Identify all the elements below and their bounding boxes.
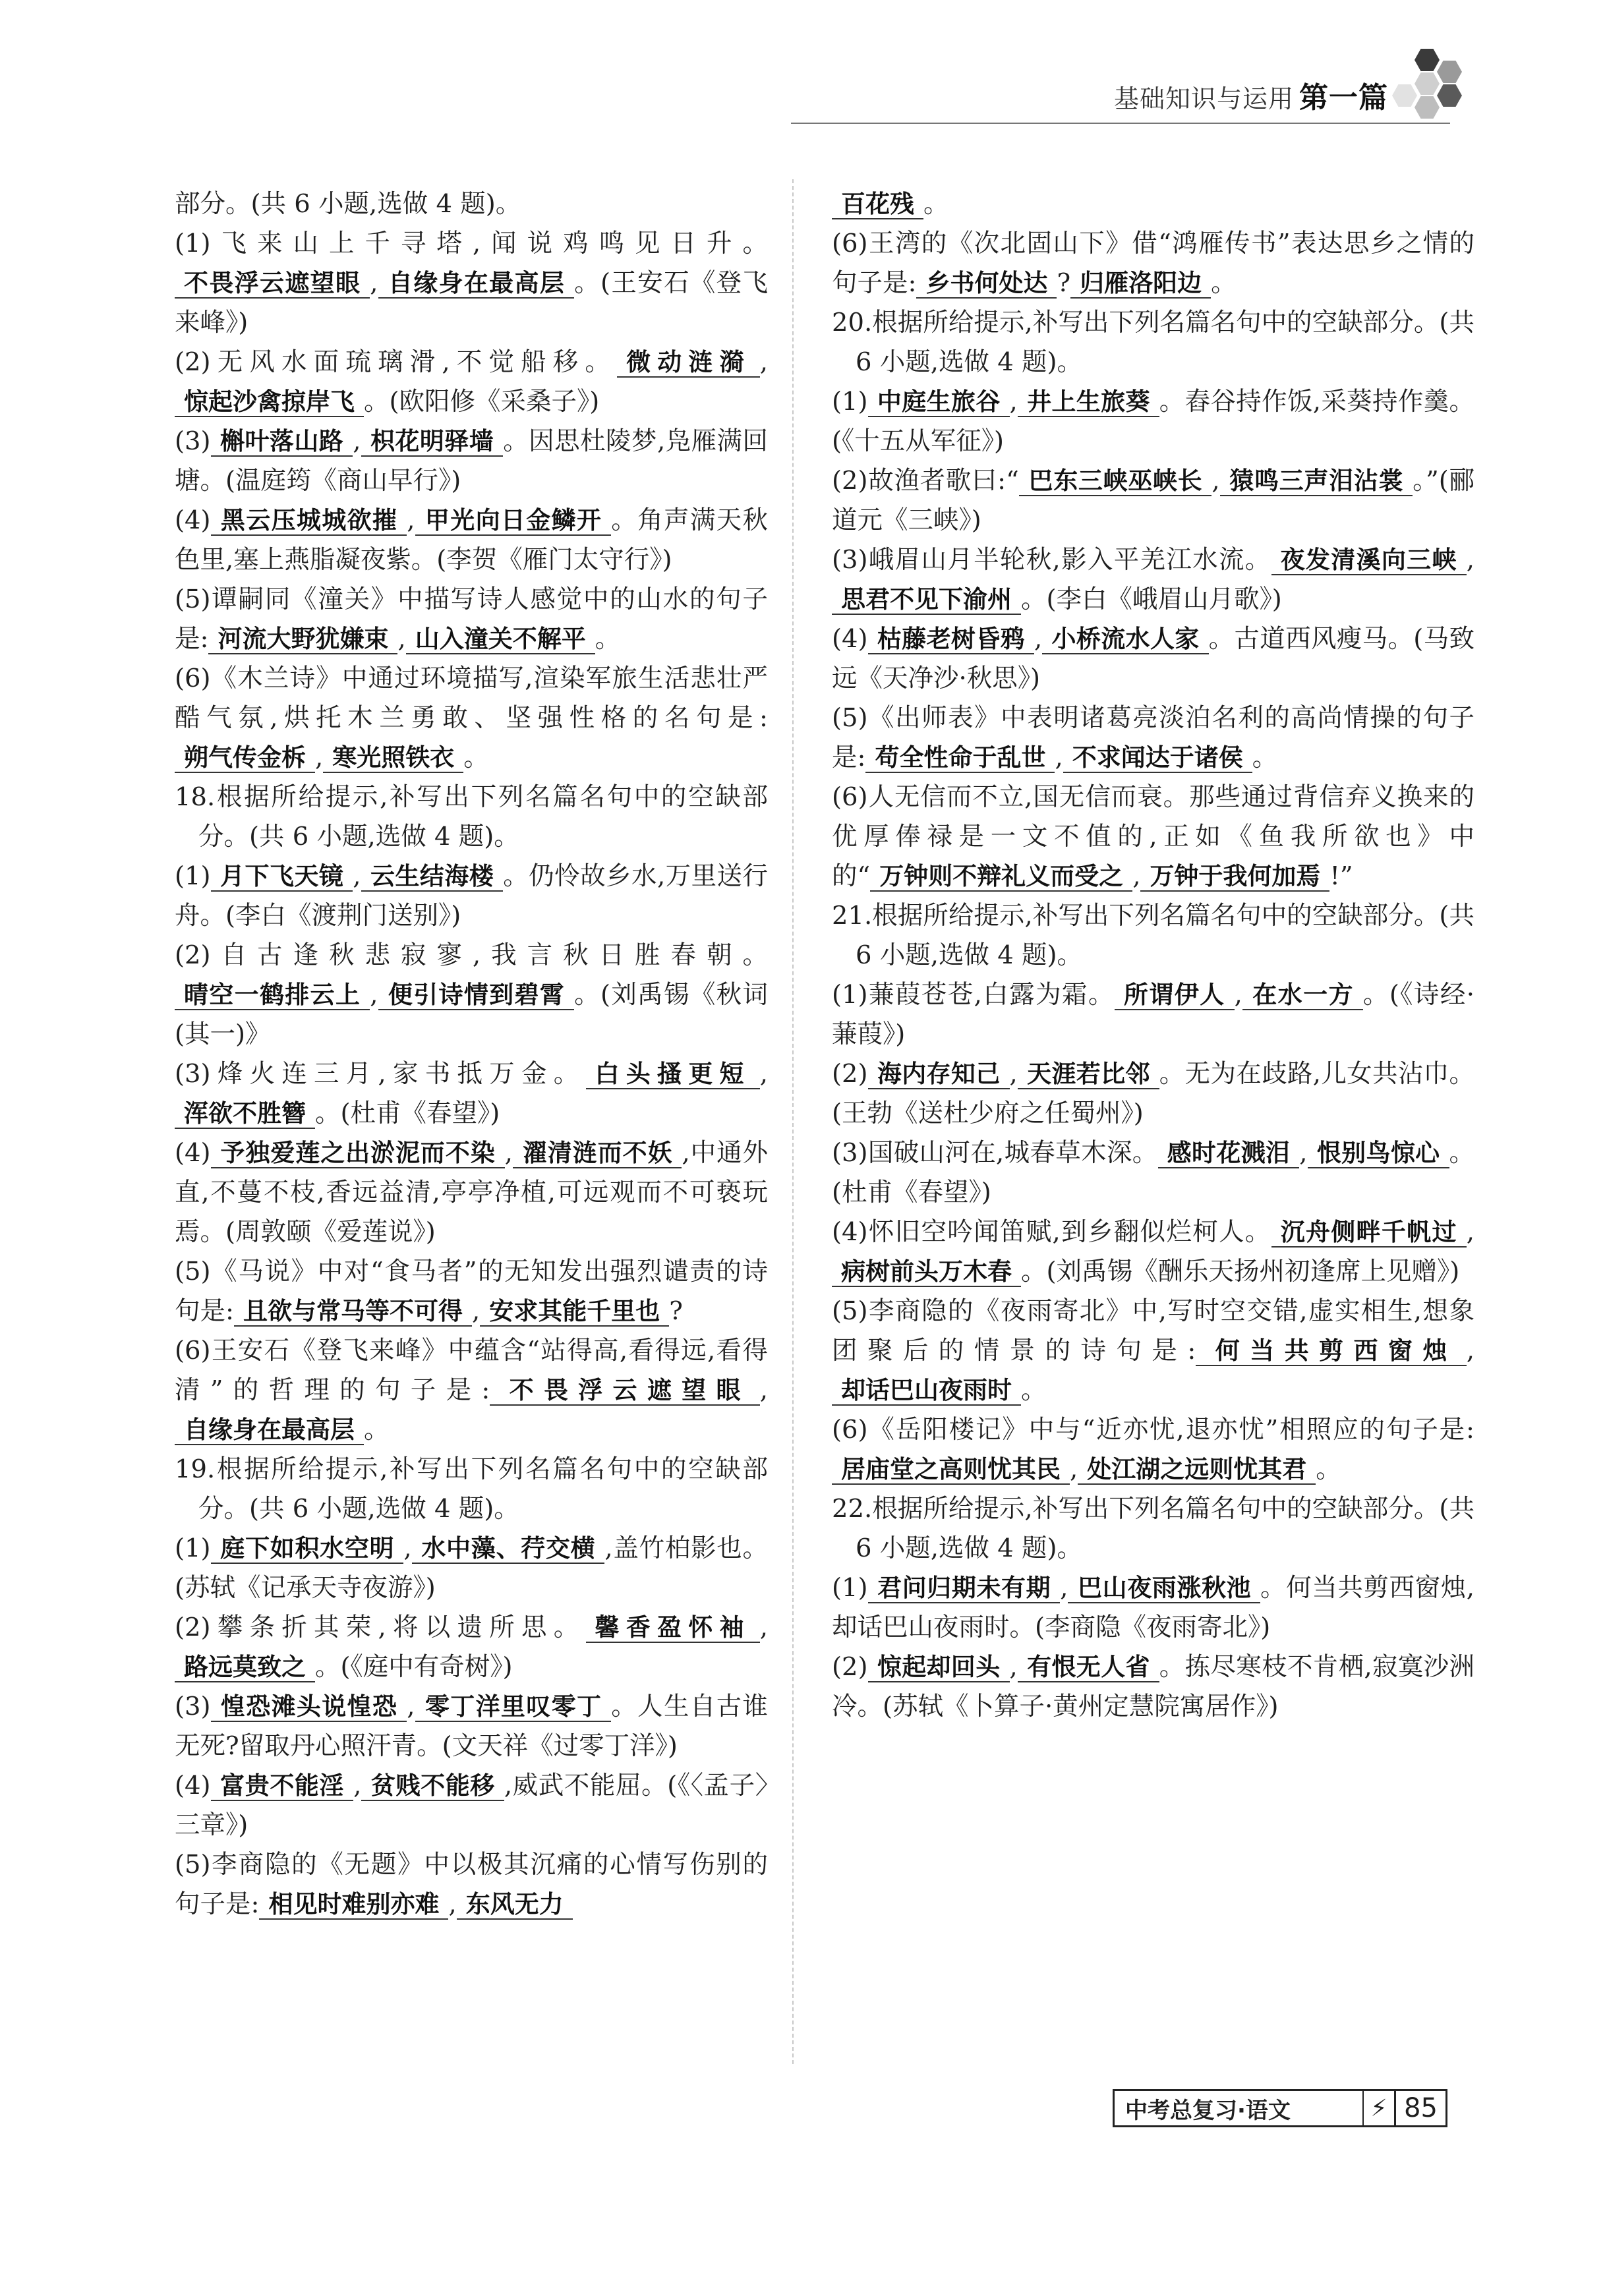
answer-blank: 何当共剪西窗烛 [1196,1336,1466,1366]
header-rule [791,123,1450,124]
answer-blank: 月下飞天镜 [211,862,353,892]
question-text: 。人生自古谁无死?留取丹心照汗青。(文天祥《过零丁洋》) [175,1692,769,1761]
answer-blank: 思君不见下渝州 [832,585,1021,615]
question-text: , [1299,1138,1308,1168]
question-text: 18.根据所给提示,补写出下列名篇名句中的空缺部分。(共 6 小题,选做 4 题)。 [175,782,768,851]
answer-blank: 巴山夜雨涨秋池 [1068,1574,1260,1603]
question-item [832,1213,1474,1292]
answer-blank: 朔气传金柝 [175,743,315,773]
question-text: (2)故渔者歌曰:“ [832,466,1019,496]
question-text: 。(《诗经·蒹葭》) [832,980,1475,1049]
question-text: 。(李白《峨眉山月歌》) [1021,585,1282,614]
question-item [175,1252,768,1331]
question-text: (5)谭嗣同《潼关》中描写诗人感觉中的山水的句子是: [175,585,768,654]
question-text: , [1132,861,1141,891]
answer-blank: 君问归期未有期 [868,1574,1061,1603]
question-text: ? [1057,268,1071,298]
answer-blank: 井上生旅葵 [1018,387,1159,417]
question-item [832,461,1474,540]
question-heading [832,303,1474,382]
question-text: , [1055,743,1063,772]
question-item [832,1292,1474,1410]
answer-blank: 所谓伊人 [1115,981,1235,1010]
question-text: ,中通外直,不蔓不枝,香远益清,亭亭净植,可远观而不可亵玩焉。(周敦颐《爱莲说》) [175,1138,768,1247]
question-text: !” [1329,861,1353,891]
question-item [175,422,768,501]
question-text: (4) [175,1138,211,1168]
question-text: 。仍怜故乡水,万里送行舟。(李白《渡荆门送别》) [175,861,768,931]
question-text: (2)攀条折其荣,将以遗所思。 [175,1613,586,1642]
question-heading [175,1450,768,1529]
answer-blank: 万钟于我何加焉 [1140,862,1329,892]
column-divider [792,179,794,2064]
question-text: (4) [175,1771,211,1800]
answer-blank: 中庭生旅谷 [868,387,1010,417]
question-item [175,1054,768,1134]
question-text: 。拣尽寒枝不肯栖,寂寞沙洲冷。(苏轼《卜算子·黄州定慧院寓居作》) [832,1652,1475,1721]
question-text: , [1466,1217,1475,1247]
question-text: 20.根据所给提示,补写出下列名篇名句中的空缺部分。(共 6 小题,选做 4 题)。 [832,308,1474,377]
question-text: (1) [832,1573,868,1603]
question-text: 。角声满天秋色里,塞上燕脂凝夜紫。(李贺《雁门太守行》) [175,505,769,575]
answer-blank: 相见时难别亦难 [259,1890,448,1920]
answer-blank: 海内存知己 [868,1060,1010,1089]
question-text: 。 [1021,1375,1047,1405]
section-label: 第一篇 [1299,81,1389,115]
footer-bar [1113,2089,1447,2127]
question-text: 19.根据所给提示,补写出下列名篇名句中的空缺部分。(共 6 小题,选做 4 题)。 [175,1454,768,1524]
answer-blank: 苟全性命于乱世 [865,743,1055,773]
answer-blank: 天涯若比邻 [1018,1060,1159,1089]
question-text: (6)王湾的《次北固山下》借“鸿雁传书”表达思乡之情的句子是: [832,229,1474,298]
question-text: 22.根据所给提示,补写出下列名篇名句中的空缺部分。(共 6 小题,选做 4 题)。 [832,1494,1474,1563]
answer-blank: 枳花明驿墙 [361,427,504,457]
question-item [832,382,1474,461]
question-text: , [1034,624,1043,654]
question-item [175,1529,768,1608]
question-item [175,580,768,659]
answer-blank: 巴东三峡巫峡长 [1019,467,1212,496]
question-text: , [448,1889,457,1919]
answer-blank: 甲光向日金鳞开 [415,506,612,536]
question-text: 。因思杜陵梦,凫雁满回塘。(温庭筠《商山早行》) [175,426,768,496]
question-text: 。古道西风瘦马。(马致远《天净沙·秋思》) [832,624,1475,693]
answer-blank: 惶恐滩头说惶恐 [211,1692,407,1722]
question-text: 。 [923,189,949,219]
question-text: 。 [595,624,621,654]
answer-blank: 归雁洛阳边 [1070,269,1211,299]
question-text: 。(刘禹锡《秋词(其一)》 [175,980,768,1049]
question-item [832,1648,1474,1727]
answer-blank: 山入潼关不解平 [406,625,595,654]
question-item [832,619,1474,699]
question-text: , [759,1613,769,1642]
answer-blank: 枯藤老树昏鸦 [868,625,1034,654]
question-text: (2) [832,1059,868,1089]
answer-blank: 自缘身在最高层 [378,269,575,299]
answer-blank: 馨香盈怀袖 [586,1613,760,1643]
answer-blank: 病树前头万木春 [832,1257,1021,1287]
question-text: (5)《马说》中对“食马者”的无知发出强烈谴责的诗句是: [175,1257,768,1326]
question-item [175,1331,768,1450]
question-text: (1) [175,1534,211,1563]
question-text: , [1234,980,1242,1010]
answer-blank: 小桥流水人家 [1042,625,1208,654]
header-title: 基础知识与运用 第一篇 [1114,81,1389,115]
answer-blank: 乡书何处达 [916,269,1057,299]
question-text: , [353,861,361,891]
page-number: 85 [1404,2093,1438,2123]
question-text: (2)无风水面琉璃滑,不觉船移。 [175,347,618,377]
answer-blank: 零丁洋里叹零丁 [415,1692,612,1722]
answer-blank: 恨别鸟惊心 [1308,1139,1449,1168]
question-text: 。 [1211,268,1237,298]
question-heading [175,778,768,857]
question-item [832,778,1474,896]
question-item [832,540,1474,619]
question-text: (4) [832,624,868,654]
question-text: 。(刘禹锡《酬乐天扬州初逢席上见赠》) [1021,1257,1460,1286]
question-text: , [759,1375,769,1405]
question-text: 。(杜甫《春望》) [832,1138,1475,1207]
answer-blank: 便引诗情到碧霄 [378,981,575,1010]
question-heading [832,1489,1474,1568]
answer-blank: 庭下如积水空明 [211,1534,404,1564]
question-text: , [315,743,324,772]
answer-blank: 自缘身在最高层 [175,1416,364,1445]
answer-blank: 路远莫致之 [175,1653,315,1682]
answer-blank: 予独爱莲之出淤泥而不染 [211,1139,505,1168]
answer-blank: 且欲与常马等不可得 [234,1297,472,1327]
question-text: (6)《木兰诗》中通过环境描写,渲染军旅生活悲壮严酷气氛,烘托木兰勇敢、坚强性格的名句是: [175,664,768,733]
question-text: (6)人无信而不立,国无信而衰。那些通过背信弃义换来的优厚俸禄是一文不值的,正如《鱼我所欲也》中的“ [832,782,1474,891]
book-title: 中考总复习·语文 [1125,2097,1291,2124]
answer-blank: 浑欲不胜簪 [175,1099,315,1129]
question-text: 。(《庭中有奇树》) [315,1652,513,1682]
question-text: , [407,1692,415,1721]
question-text: (1)蒹葭苍苍,白露为霜。 [832,980,1115,1010]
answer-blank: 猿鸣三声泪沾裳 [1220,467,1413,496]
question-text: , [397,624,406,654]
question-text: (3)烽火连三月,家书抵万金。 [175,1059,586,1089]
question-text: (1) [175,861,211,891]
answer-blank: 处江湖之远则忧其君 [1078,1455,1316,1485]
question-heading [832,896,1474,975]
question-item [832,1054,1474,1134]
question-text: (1) [832,387,868,416]
answer-blank: 百花残 [832,190,923,219]
question-text: 。 [1252,743,1278,772]
question-text: , [407,505,415,535]
question-text: , [1211,466,1220,496]
question-text: ? [669,1296,683,1326]
question-text: , [471,1296,481,1326]
question-text: , [370,980,378,1010]
answer-blank: 感时花溅泪 [1158,1139,1300,1168]
answer-blank: 惊起沙禽掠岸飞 [175,387,364,417]
question-text: ,盖竹柏影也。(苏轼《记承天寺夜游》) [175,1534,769,1603]
answer-blank: 濯清涟而不妖 [513,1139,682,1168]
question-item [832,1410,1474,1489]
question-text: 21.根据所给提示,补写出下列名篇名句中的空缺部分。(共 6 小题,选做 4 题)。 [832,901,1474,970]
answer-blank: 白头搔更短 [586,1060,760,1089]
right-column [832,185,1474,1727]
question-item [175,1845,768,1924]
question-text: , [759,1059,769,1089]
question-text: 。 [1316,1454,1341,1484]
question-text: (5)李商隐的《夜雨寄北》中,写时空交错,虚实相生,想象团聚后的情景的诗句是: [832,1296,1474,1365]
question-text: (4) [175,505,211,535]
question-item [832,699,1474,778]
question-text: , [370,268,378,298]
question-item [175,1766,768,1845]
question-text: , [1060,1573,1068,1603]
question-text: 。”(郦道元《三峡》) [832,466,1474,535]
question-text: (1)飞来山上千寻塔,闻说鸡鸣见日升。 [175,229,768,258]
question-item [175,224,768,343]
question-text: 。何当共剪西窗烛,却话巴山夜雨时。(李商隐《夜雨寄北》) [832,1573,1474,1642]
answer-blank: 水中藻、荇交横 [412,1534,605,1564]
question-item [175,185,768,224]
question-item [832,1134,1474,1213]
question-text: 。 [463,743,489,772]
question-text: 部分。(共 6 小题,选做 4 题)。 [175,189,521,219]
question-item [175,501,768,580]
question-item [175,1687,768,1766]
answer-blank: 夜发清溪向三峡 [1271,546,1467,575]
answer-blank: 黑云压城城欲摧 [211,506,407,536]
answer-blank: 不求闻达于诸侯 [1063,743,1252,773]
question-text: (3) [175,1692,211,1721]
question-item [175,1134,768,1252]
answer-blank: 沉舟侧畔千帆过 [1271,1218,1467,1248]
answer-blank: 居庙堂之高则忧其民 [832,1455,1070,1485]
question-text: (3) [175,426,211,456]
question-item [832,1568,1474,1648]
lightning-icon: ⚡ [1362,2091,1396,2125]
question-text: , [1466,545,1475,575]
question-text: (3)国破山河在,城春草木深。 [832,1138,1158,1168]
question-item [832,975,1474,1054]
answer-blank: 有恨无人省 [1018,1653,1159,1682]
question-text: (2) [832,1652,868,1682]
answer-blank: 云生结海楼 [361,862,504,892]
question-text: , [1466,1336,1474,1365]
question-text: 。舂谷持作饭,采葵持作羹。(《十五从军征》) [832,387,1475,456]
question-text: (2)自古逢秋悲寂寥,我言秋日胜春朝。 [175,940,768,970]
answer-blank: 不畏浮云遮望眼 [490,1376,759,1406]
answer-blank: 晴空一鹤排云上 [175,981,370,1010]
question-item [175,343,768,422]
question-text: (4)怀旧空吟闻笛赋,到乡翻似烂柯人。 [832,1217,1271,1247]
answer-blank: 惊起却回头 [868,1653,1010,1682]
answer-blank: 却话巴山夜雨时 [832,1376,1021,1406]
question-text: 。(欧阳修《采桑子》) [364,387,600,416]
answer-blank: 东风无力 [457,1890,573,1920]
question-text: , [1009,1059,1018,1089]
answer-blank: 富贵不能淫 [211,1771,354,1801]
question-item [175,936,768,1054]
question-text: 。 [364,1415,390,1445]
answer-blank: 在水一方 [1242,981,1363,1010]
question-item [832,224,1474,303]
question-text: , [403,1534,412,1563]
answer-blank: 安求其能千里也 [480,1297,669,1327]
left-column [175,185,768,1924]
question-item [175,659,768,778]
answer-blank: 河流大野犹嫌束 [208,625,397,654]
answer-blank: 万钟则不辩礼义而受之 [870,862,1132,892]
question-text: 。(王安石《登飞来峰》) [175,268,768,337]
question-text: , [1009,1652,1018,1682]
question-text: , [759,347,769,377]
question-text: , [353,426,361,456]
answer-blank: 寒光照铁衣 [323,743,463,773]
answer-blank: 槲叶落山路 [211,427,353,457]
answer-blank: 不畏浮云遮望眼 [175,269,370,299]
answer-blank: 微动涟漪 [617,348,760,378]
question-text: , [353,1771,362,1800]
question-text: , [1070,1454,1078,1484]
question-text: , [504,1138,513,1168]
question-text: 。无为在歧路,儿女共沾巾。(王勃《送杜少府之任蜀州》) [832,1059,1475,1128]
question-text: ,威武不能屈。(《〈孟子〉三章》) [175,1771,768,1840]
question-item [832,185,1474,224]
question-item [175,857,768,936]
question-text: (5)《出师表》中表明诸葛亮淡泊名利的高尚情操的句子是: [832,703,1474,772]
question-text: (6)王安石《登飞来峰》中蕴含“站得高,看得远,看得清”的哲理的句子是: [175,1336,768,1405]
question-text: (6)《岳阳楼记》中与“近亦忧,退亦忧”相照应的句子是: [832,1415,1474,1445]
question-text: 。(杜甫《春望》) [315,1099,500,1128]
question-text: (3)峨眉山月半轮秋,影入平羌江水流。 [832,545,1271,575]
question-text: , [1009,387,1018,416]
question-item [175,1608,768,1687]
question-text: (5)李商隐的《无题》中以极其沉痛的心情写伤别的句子是: [175,1850,768,1919]
answer-blank: 贫贱不能移 [361,1771,504,1801]
